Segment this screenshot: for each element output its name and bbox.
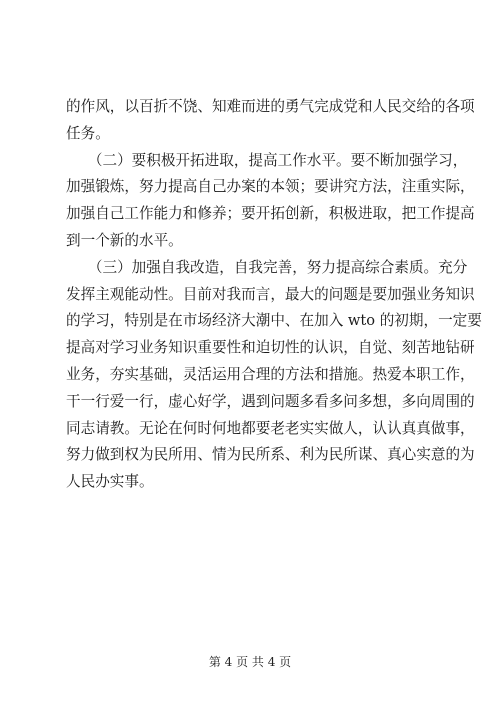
text-line: 到一个新的水平。: [66, 231, 183, 249]
text-line: 的作风，以百折不饶、知难而进的勇气完成党和人民交给的各项: [66, 98, 475, 115]
text-line: 业务，夯实基础，灵活运用合理的方法和措施。热爱本职工作，: [66, 365, 475, 383]
paragraph-section-two: [66, 148, 475, 255]
text-line: 努力做到权为民所用、情为民所系、利为民所谋、真心实意的为: [66, 446, 475, 464]
paragraph-section-three: [66, 255, 482, 496]
text-line: （三）加强自我改造，自我完善，努力提高综合素质。充分: [66, 258, 468, 276]
text-line: 同志请教。无论在何时何地都要老老实实做人，认认真真做事，: [66, 419, 475, 437]
text-line: 提高对学习业务知识重要性和迫切性的认识，自觉、刻苦地钻研: [66, 339, 475, 357]
text-line: 的学习，特别是在市场经济大潮中、在加入 wto 的初期，一定要: [66, 312, 482, 330]
page-number-footer: 第 4 页 共 4 页: [208, 655, 292, 669]
text-line: （二）要积极开拓进取，提高工作水平。要不断加强学习，: [66, 151, 468, 169]
text-line: 加强锻炼，努力提高自己办案的本领；要讲究方法，注重实际，: [66, 178, 475, 196]
text-line: 加强自己工作能力和修养；要开拓创新，积极进取，把工作提高: [66, 205, 475, 223]
document-body: [66, 94, 482, 496]
text-line: 任务。: [66, 124, 110, 142]
paragraph-continuation: [66, 94, 475, 148]
text-line: 人民办实事。: [66, 473, 154, 491]
text-line: 发挥主观能动性。目前对我而言，最大的问题是要加强业务知识: [66, 285, 475, 303]
text-line: 干一行爱一行，虚心好学，遇到问题多看多问多想，多向周围的: [66, 392, 475, 410]
